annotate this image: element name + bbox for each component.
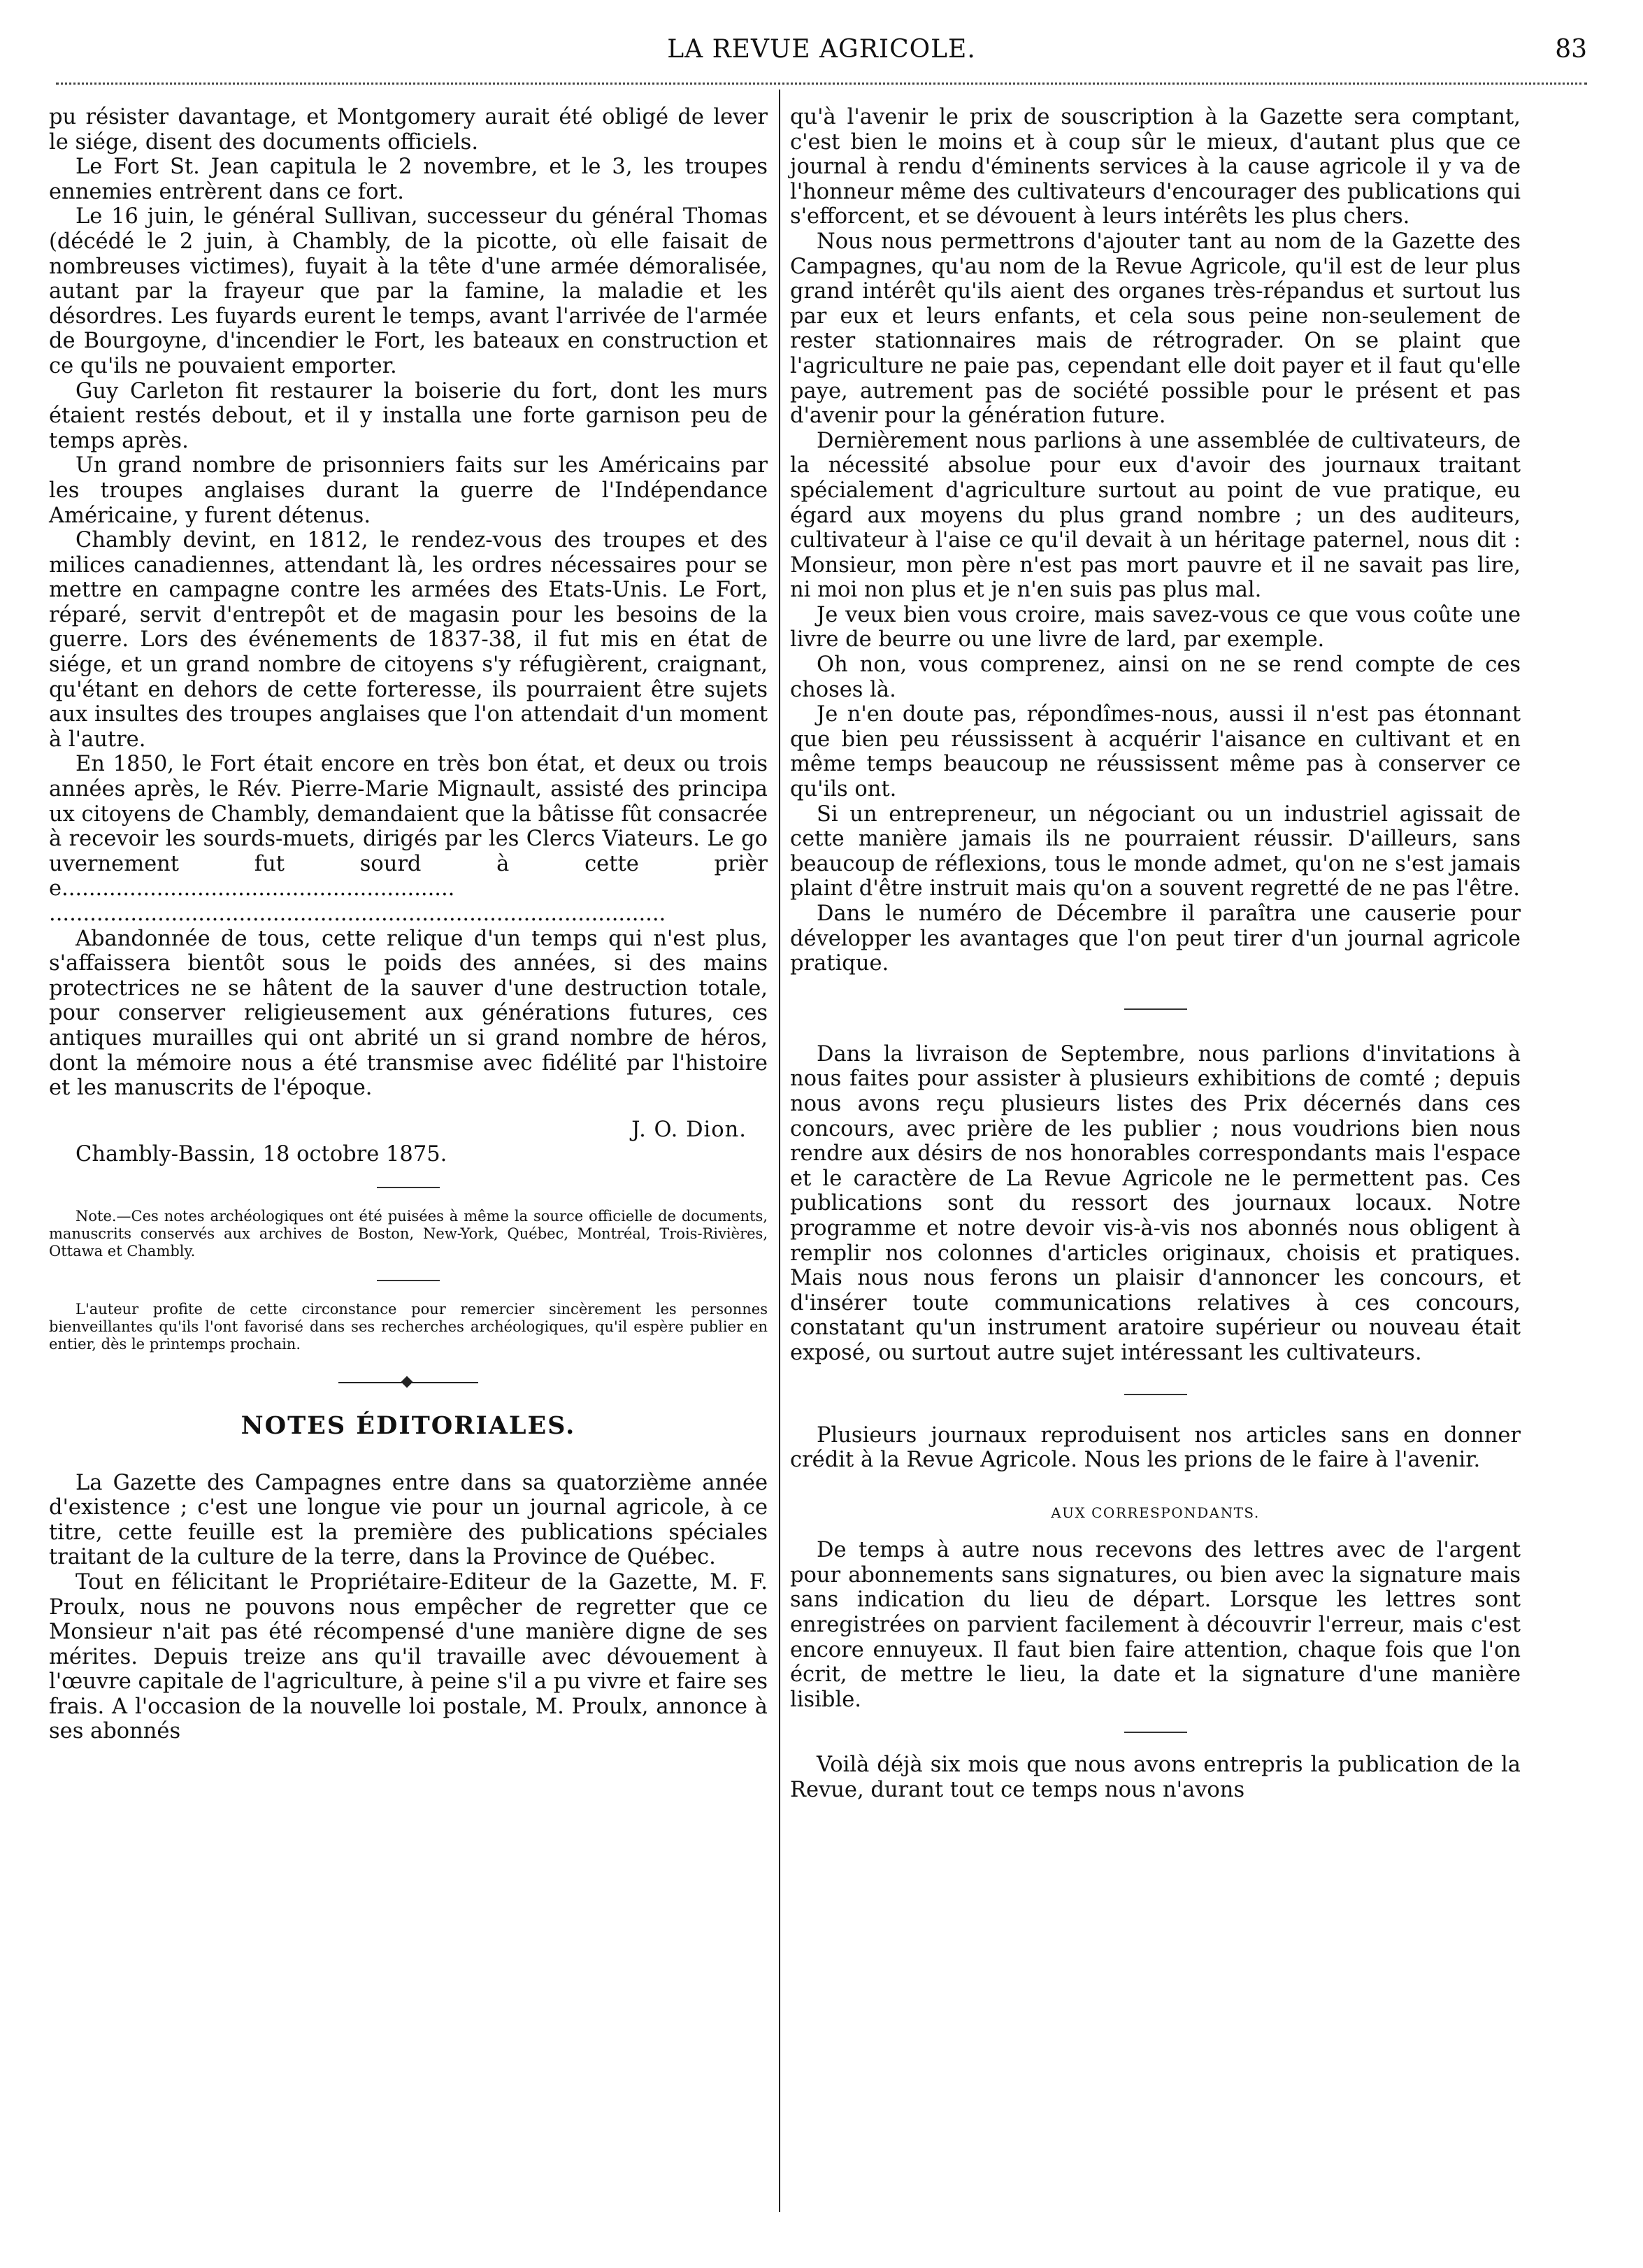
paragraph: Abandonnée de tous, cette relique d'un temps qui n'est plus, s'affaissera bientôt sous le poids des années, si des mains protectrices ne se hâtent de la sauver d'une destruction totale, pour conserver religieusement aux générations futures, ces antiques murailles qui ont abrité un si grand nombre de héros, dont la mémoire nous a été transmise avec fidélité par l'histoire et les manuscrits de l'époque. (49, 926, 768, 1101)
paragraph: La Gazette des Campagnes entre dans sa quatorzième année d'existence ; c'est une longue vie pour un journal agricole, à ce titre, cette feuille est la première des publications spéciales traitant de la culture de la terre, dans la Province de Québec. (49, 1470, 768, 1570)
right-column (790, 105, 1521, 1803)
author-signature (49, 1118, 768, 1143)
paragraph: pu résister davantage, et Montgomery aurait été obligé de lever le siége, disent des documents officiels. (49, 105, 768, 155)
separator-rule (377, 1280, 440, 1281)
paragraph: Si un entrepreneur, un négociant ou un industriel agissait de cette manière jamais ils ne pourraient réussir. D'ailleurs, sans beaucoup de réflexions, tous le monde admet, qu'on ne s'est jamais plaint d'être instruit mais qu'on a souvent regretté de ne pas l'être. (790, 801, 1521, 901)
paragraph: Le Fort St. Jean capitula le 2 novembre, et le 3, les troupes ennemies entrèrent dans ce fort. (49, 155, 768, 204)
left-column (49, 105, 768, 1744)
dotted-line: ........................................................................................... (49, 901, 666, 926)
separator-rule (1124, 1394, 1187, 1395)
paragraph: Dans la livraison de Septembre, nous parlions d'invitations à nous faites pour assister à plusieurs exhibitions de comté ; depuis nous avons reçu plusieurs listes des Prix décernés dans ces concours, avec prière de les publier ; nous voudrions bien nous rendre aux désirs de nos honorables correspondants mais l'espace et le caractère de La Revue Agricole ne le permettent pas. Ces publications sont du ressort des journaux locaux. Notre programme et notre devoir vis-à-vis nos abonnés nous obligent à remplir nos colonnes d'articles originaux, choisis et pratiques. Mais nous nous ferons un plaisir d'annoncer les concours, et d'insérer toute communications relatives à ces concours, constatant qu'un instrument aratoire supérieur ou nouveau était exposé, ou surtout autre sujet intéressant les cultivateurs. (790, 1041, 1521, 1365)
paragraph: Le 16 juin, le général Sullivan, successeur du général Thomas (décédé le 2 juin, à Chambly, de la picotte, où elle faisait de nombreuses victimes), fuyait à la tête d'une armée démoralisée, autant par la frayeur que par la famine, la maladie et les désordres. Les fuyards eurent le temps, avant l'arrivée de l'armée de Bourgoyne, d'incendier le Fort, les bateaux en construction et ce qu'ils ne pouvaient emporter. (49, 204, 768, 378)
paragraph: Guy Carleton fit restaurer la boiserie du fort, dont les murs étaient restés debout, et il y installa une forte garnison peu de temps après. (49, 378, 768, 453)
dateline: Chambly-Bassin, 18 octobre 1875. (76, 1142, 447, 1167)
separator-rule (1124, 1008, 1187, 1010)
page-number: 83 (1555, 35, 1587, 64)
paragraph: Oh non, vous comprenez, ainsi on ne se rend compte de ces choses là. (790, 652, 1521, 702)
paragraph: Un grand nombre de prisonniers faits sur les Américains par les troupes anglaises durant la guerre de l'Indépendance Américaine, y furent détenus. (49, 453, 768, 528)
separator-rule (1124, 1732, 1187, 1733)
paragraph: qu'à l'avenir le prix de souscription à la Gazette sera comptant, c'est bien le moins et à coup sûr le mieux, d'autant plus que ce journal à rendu d'éminents services à la cause agricole il y va de l'honneur même des cultivateurs d'encourager des publications qui s'efforcent, et se dévouent à leurs intérêts les plus chers. (790, 105, 1521, 229)
paragraph: De temps à autre nous recevons des lettres avec de l'argent pour abonnements sans signatures, ou bien avec la signature mais sans indication du lieu de départ. Lorsque les lettres sont enregistrées on parvient facilement à découvrir l'erreur, mais c'est encore ennuyeux. Il faut bien faire attention, chaque fois que l'on écrit, de mettre le lieu, la date et la signature d'une manière lisible. (790, 1538, 1521, 1712)
separator-rule (377, 1187, 440, 1188)
subsection-title: AUX CORRESPONDANTS. (1051, 1504, 1260, 1521)
paragraph: Voilà déjà six mois que nous avons entrepris la publication de la Revue, durant tout ce temps nous n'avons (790, 1753, 1521, 1803)
journal-title: LA REVUE AGRICOLE. (667, 35, 976, 64)
author-name: J. O. Dion. (631, 1117, 747, 1142)
footnote: L'auteur profite de cette circonstance pour remercier sincèrement les personnes bienveillantes qu'ils l'ont favorisé dans ses recherches archéologiques, qu'il espère publier en entier, dès le printemps prochain. (49, 1300, 768, 1353)
column-divider (779, 90, 780, 2212)
paragraph: Dans le numéro de Décembre il paraîtra une causerie pour développer les avantages que l'on peut tirer d'un journal agricole pratique. (790, 901, 1521, 976)
paragraph: Plusieurs journaux reproduisent nos articles sans en donner crédit à la Revue Agricole. Nous les prions de le faire à l'avenir. (790, 1422, 1521, 1473)
paragraph: Chambly devint, en 1812, le rendez-vous des troupes et des milices canadiennes, attendant là, les ordres nécessaires pour se mettre en campagne contre les armées des Etats-Unis. Le Fort, réparé, servit d'entrepôt et de magasin pour les besoins de la guerre. Lors des événements de 1837-38, il fut mis en état de siége, et un grand nombre de citoyens s'y réfugièrent, craignant, qu'étant en dehors de cette forteresse, ils pourraient être sujets aux insultes des troupes anglaises que l'on attendait d'un moment à l'autre. (49, 528, 768, 752)
paragraph: Nous nous permettrons d'ajouter tant au nom de la Gazette des Campagnes, qu'au nom de la Revue Agricole, qu'il est de leur plus grand intérêt qu'ils aient des organes très-répandus et surtout lus par eux et leurs enfants, et cela sous peine non-seulement de rester stationnaires mais de rétrograder. On se plaint que l'agriculture ne paie pas, cependant elle doit payer et il faut qu'elle paye, autrement pas de société possible pour le présent et pas d'avenir pour la génération future. (790, 229, 1521, 429)
header-rule (56, 83, 1587, 85)
ornamental-rule (338, 1377, 478, 1388)
footnote: Note.—Ces notes archéologiques ont été puisées à même la source officielle de documents, manuscrits conservés aux archives de Boston, New-York, Québec, Montréal, Trois-Rivières, Ottawa et Chambly. (49, 1207, 768, 1260)
section-title: NOTES ÉDITORIALES. (241, 1411, 576, 1440)
paragraph: Je n'en doute pas, répondîmes-nous, aussi il n'est pas étonnant que bien peu réussissent à acquérir l'aisance en cultivant et en même temps beaucoup ne réussissent même pas à conserver ce qu'ils ont. (790, 702, 1521, 802)
paragraph: En 1850, le Fort était encore en très bon état, et deux ou trois années après, le Rév. Pierre-Marie Mignault, assisté des principaux citoyens de Chambly, demandaient que la bâtisse fût consacrée à recevoir les sourds-muets, dirigés par les Clercs Viateurs. Le gouvernement fut sourd à cette prière.......................................................... (49, 752, 768, 901)
paragraph: Je veux bien vous croire, mais savez-vous ce que vous coûte une livre de beurre ou une livre de lard, par exemple. (790, 602, 1521, 652)
paragraph: Dernièrement nous parlions à une assemblée de cultivateurs, de la nécessité absolue pour eux d'avoir des journaux traitant spécialement d'agriculture surtout au point de vue pratique, eu égard aux moyens du plus grand nombre ; un des auditeurs, cultivateur à l'aise ce qu'il devait à un héritage paternel, nous dit : Monsieur, mon père n'est pas mort pauvre et il ne savait pas lire, ni moi non plus et je n'en suis pas plus mal. (790, 428, 1521, 603)
running-head (56, 35, 1587, 77)
paragraph: Tout en félicitant le Propriétaire-Editeur de la Gazette, M. F. Proulx, nous ne pouvons nous empêcher de regretter que ce Monsieur n'ait pas été récompensé d'une manière digne de ses mérites. Depuis treize ans qu'il travaille avec dévouement à l'œuvre capitale de l'agriculture, à peine s'il a pu vivre et faire ses frais. A l'occasion de la nouvelle loi postale, M. Proulx, annonce à ses abonnés (49, 1569, 768, 1744)
ornament-diamond-icon (401, 1376, 413, 1388)
